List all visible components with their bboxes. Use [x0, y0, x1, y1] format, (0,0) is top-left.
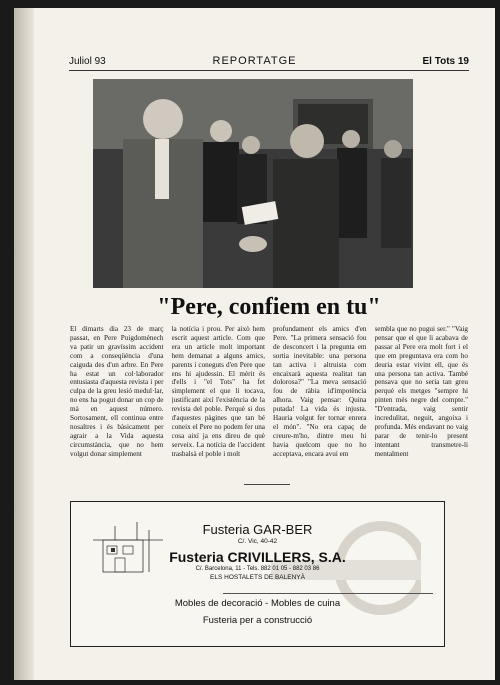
article-column-1	[70, 325, 164, 485]
page-spine	[14, 8, 34, 680]
article-column-2	[172, 325, 266, 485]
ad-town: ELS HOSTALETS DE BALENYÀ	[210, 574, 305, 581]
column-3-text: profundament els amics d'en Pere. "La primera sensació fou de desconcert i la pregunta em sortia inevitable: una persona tan activa i altruista com encaixarà aquesta realitat tan dolorosa?" "La meva sensació fou de ràbia id'impotència alhora. Vaig pensar: Quina putada! La vida és injusta. Hauria volgut fer tornar enrera el món". "No era capaç de creure-m'ho, dintre meu hi havia quelcom que no ho acceptava, encara avui em	[273, 325, 367, 458]
magazine-page	[14, 8, 495, 680]
ad-company-2: Fusteria CRIVILLERS, S.A.	[169, 549, 346, 565]
column-1-text: El dimarts dia 23 de març passat, en Pere Puigdomènech va patir un gravíssim accident com a conseqüència d'una caiguda des d'un arbre. En Pere ha estat un col·laborador entusiasta d'aquesta revista i per culpa de la greu lesió medul·lar, no ens ha pogut donar un cop de mà en aquest número. Sortosament, ell continua entre nosaltres i és bàsicament per agrair a la Vida aquesta circumstància, que no hem volgut donar simplement	[70, 325, 164, 458]
ad-address-1: C/. Vic, 40-42	[237, 538, 278, 545]
article-headline: "Pere, confiem en tu"	[157, 294, 381, 320]
ad-address-2: C/. Barcelona, 11 - Tels. 882 01 05 - 882 03 86	[195, 566, 320, 572]
page-number: El Tots 19	[422, 56, 469, 67]
column-4-text: sembla que no pugui ser." "Vaig pensar que el que li acabava de passar al Pere era molt fort i el que em preguntava era com ho deuria estar vivint ell, que és una persona tan activa. També pensava que no seria tan greu perquè els metges "sempre hi pinten més negre del compte." "D'entrada, vaig sentir incredulitat, neguit, angoixa i profunda. Més endavant no vaig parar de tenir-lo present intentant transmetre-li mentalment	[374, 325, 468, 458]
column-end-rule	[244, 484, 290, 485]
ad-tagline-2: Fusteria per a construcció	[202, 615, 313, 626]
issue-date: Juliol 93	[69, 56, 106, 67]
article-column-4	[375, 325, 469, 485]
ad-company-1: Fusteria GAR-BER	[202, 522, 313, 537]
ad-divider	[223, 593, 433, 594]
section-title: REPORTATGE	[212, 55, 297, 67]
column-2-text: la notícia i prou. Per això hem escrit aquest article. Com que era un article molt important hem demanat a alguns amics, parents i coneguts d'en Pere que ens hi ajudessin. El mèrit és d'ells i "el Tots" ha fet simplement el que li tocava, justificant així l'existència de la revista del poble. Perquè si dos d'aquestes pàgines que tan bé coneix el Pere no podem fer una cosa així ja ens direu de què serveix. La notícia de l'accident trasbalsà el poble i molt	[171, 325, 265, 458]
ad-tagline-1: Mobles de decoració - Mobles de cuina	[174, 598, 341, 609]
advertisement	[70, 501, 445, 647]
article-body	[70, 325, 468, 485]
article-column-3	[273, 325, 367, 485]
article-photo	[93, 79, 413, 288]
header-rule	[69, 70, 469, 71]
